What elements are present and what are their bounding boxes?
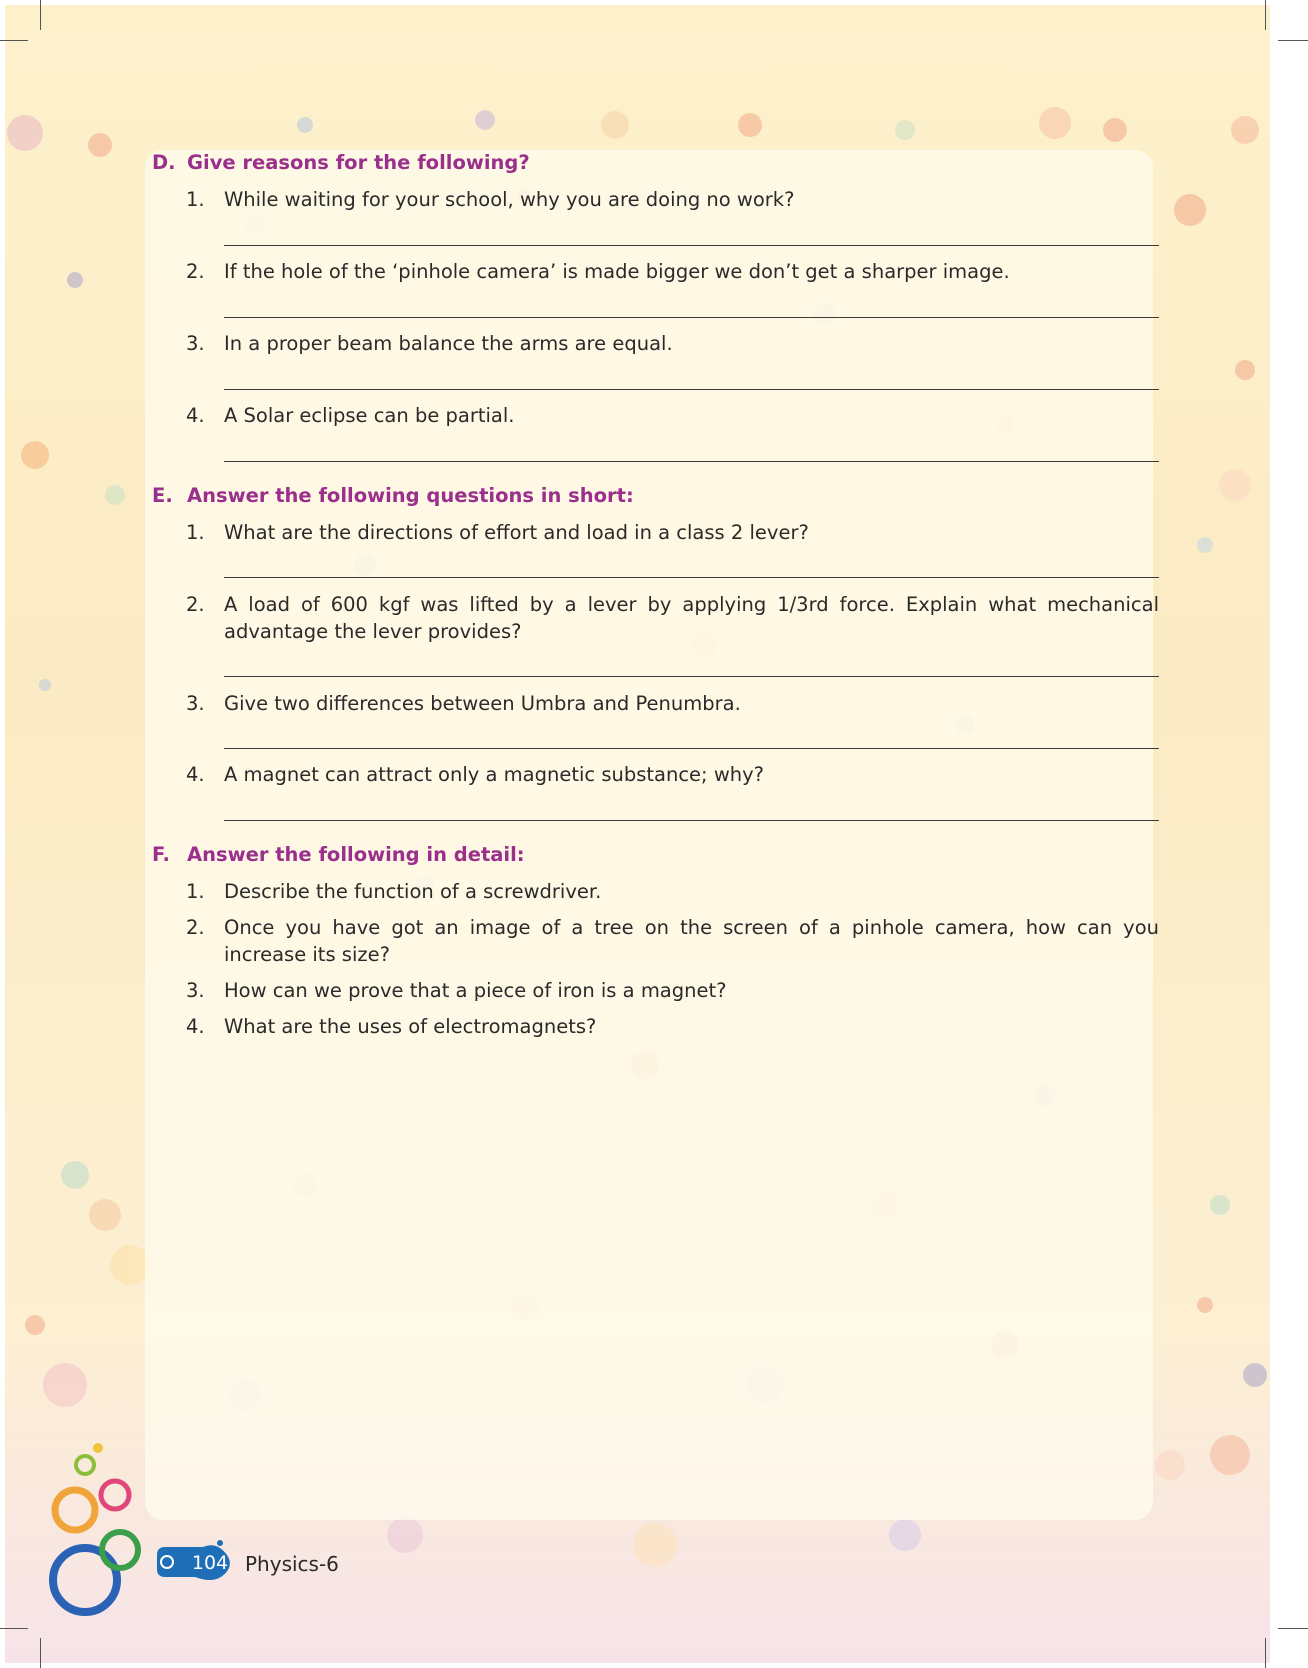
answer-line[interactable] <box>224 676 1159 677</box>
answer-line[interactable] <box>224 577 1159 578</box>
crop-mark <box>1265 0 1266 30</box>
item-number: 1. <box>186 521 205 544</box>
page-number: 104 <box>191 1552 229 1574</box>
item-text: While waiting for your school, why you are doing no work? <box>224 188 795 211</box>
list-item <box>186 761 1159 788</box>
crop-mark <box>40 0 41 30</box>
section-letter: D. <box>152 151 176 174</box>
crop-mark <box>0 40 28 41</box>
section-heading: Give reasons for the following? <box>187 151 530 174</box>
item-text: How can we prove that a piece of iron is a magnet? <box>224 979 727 1002</box>
item-number: 3. <box>186 332 205 355</box>
section-letter: E. <box>152 484 173 507</box>
item-text: What are the uses of electromagnets? <box>224 1015 597 1038</box>
item-number: 1. <box>186 188 205 211</box>
answer-line[interactable] <box>224 748 1159 749</box>
item-number: 3. <box>186 979 205 1002</box>
list-item <box>186 878 1159 905</box>
list-item <box>186 519 1159 546</box>
item-number: 4. <box>186 763 205 786</box>
item-number: 2. <box>186 260 205 283</box>
item-number: 2. <box>186 593 205 616</box>
list-item <box>186 402 1159 429</box>
list-item <box>186 591 1159 645</box>
section-letter: F. <box>152 843 170 866</box>
item-text: Give two differences between Umbra and Penumbra. <box>224 692 741 715</box>
item-number: 2. <box>186 916 205 939</box>
list-item <box>186 258 1159 285</box>
answer-line[interactable] <box>224 317 1159 318</box>
section-heading: Answer the following questions in short: <box>187 484 634 507</box>
item-text: Once you have got an image of a tree on the screen of a pinhole camera, how can you increase its size? <box>224 916 1159 966</box>
list-item <box>186 977 1159 1004</box>
list-item <box>186 914 1159 968</box>
crop-mark <box>0 1628 28 1629</box>
item-text: In a proper beam balance the arms are equal. <box>224 332 673 355</box>
answer-line[interactable] <box>224 245 1159 246</box>
item-number: 1. <box>186 880 205 903</box>
decorative-rings <box>40 1440 150 1630</box>
crop-mark <box>40 1638 41 1668</box>
section-heading: Answer the following in detail: <box>187 843 525 866</box>
answer-line[interactable] <box>224 389 1159 390</box>
item-number: 4. <box>186 404 205 427</box>
list-item <box>186 186 1159 213</box>
item-number: 3. <box>186 692 205 715</box>
item-text: A load of 600 kgf was lifted by a lever by applying 1/3rd force. Explain what mechanical advantage the lever provides? <box>224 593 1159 643</box>
answer-line[interactable] <box>224 820 1159 821</box>
crop-mark <box>1278 1628 1308 1629</box>
item-text: A magnet can attract only a magnetic substance; why? <box>224 763 765 786</box>
section-e-title <box>152 484 634 507</box>
book-title: Physics-6 <box>245 1552 339 1576</box>
list-item <box>186 690 1159 717</box>
item-text: If the hole of the ‘pinhole camera’ is made bigger we don’t get a sharper image. <box>224 260 1010 283</box>
item-number: 4. <box>186 1015 205 1038</box>
item-text: What are the directions of effort and load in a class 2 lever? <box>224 521 809 544</box>
section-d-title <box>152 151 530 174</box>
crop-mark <box>1265 1638 1266 1668</box>
item-text: Describe the function of a screwdriver. <box>224 880 602 903</box>
list-item <box>186 1013 1159 1040</box>
item-text: A Solar eclipse can be partial. <box>224 404 515 427</box>
answer-line[interactable] <box>224 461 1159 462</box>
crop-mark <box>1278 40 1308 41</box>
list-item <box>186 330 1159 357</box>
section-f-title <box>152 843 525 866</box>
